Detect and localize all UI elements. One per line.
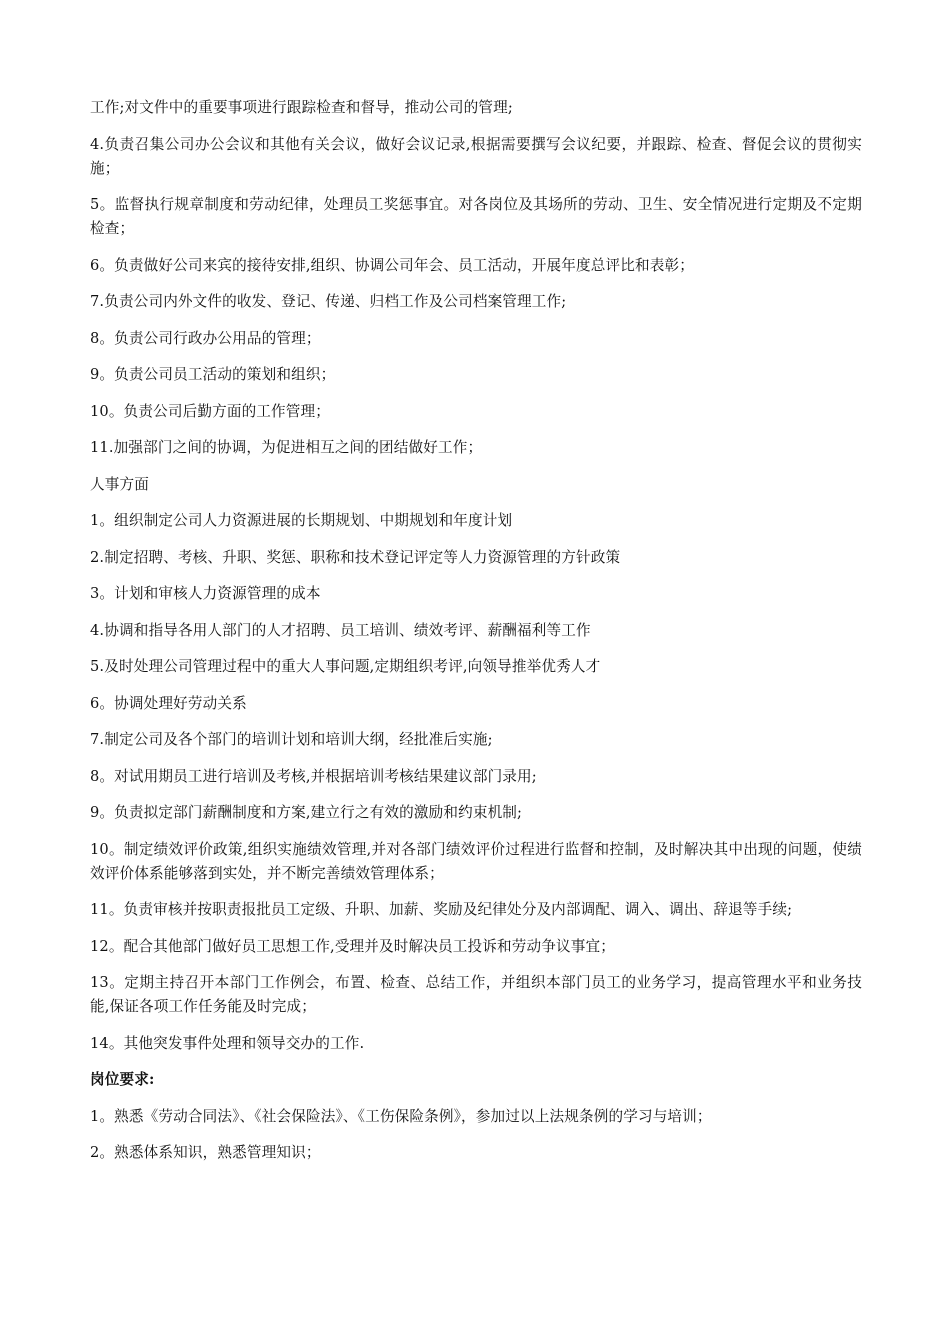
hr-item: 13。定期主持召开本部门工作例会，布置、检查、总结工作，并组织本部门员工的业务学习，提高管理水平和业务技能,保证各项工作任务能及时完成； <box>90 974 862 1015</box>
admin-item: 4.负责召集公司办公会议和其他有关会议，做好会议记录,根据需要撰写会议纪要，并跟踪、检查、督促会议的贯彻实施； <box>90 135 862 177</box>
requirement-item: 2。熟悉体系知识，熟悉管理知识； <box>90 1144 321 1161</box>
admin-item: 9。负责公司员工活动的策划和组织； <box>90 366 336 383</box>
hr-item: 12。配合其他部门做好员工思想工作,受理并及时解决员工投诉和劳动争议事宜； <box>90 937 615 955</box>
requirement-item: 1。熟悉《劳动合同法》、《社会保险法》、《工伤保险条例》，参加过以上法规条例的学习与培训； <box>90 1107 712 1125</box>
hr-item: 5.及时处理公司管理过程中的重大人事问题,定期组织考评,向领导推举优秀人才 <box>90 658 601 675</box>
hr-item: 9。负责拟定部门薪酬制度和方案,建立行之有效的激励和约束机制; <box>90 804 523 821</box>
admin-item: 7.负责公司内外文件的收发、登记、传递、归档工作及公司档案管理工作; <box>90 293 567 310</box>
admin-item: 8。负责公司行政办公用品的管理； <box>90 329 321 347</box>
hr-item: 14。其他突发事件处理和领导交办的工作. <box>90 1034 365 1052</box>
admin-item: 工作;对文件中的重要事项进行跟踪检查和督导，推动公司的管理; <box>90 99 513 116</box>
requirements-title: 岗位要求: <box>90 1071 155 1088</box>
hr-section-title: 人事方面 <box>90 475 149 493</box>
admin-item: 11.加强部门之间的协调，为促进相互之间的团结做好工作； <box>90 439 483 456</box>
hr-item: 1。组织制定公司人力资源进展的长期规划、中期规划和年度计划 <box>90 512 513 529</box>
hr-item: 8。对试用期员工进行培训及考核,并根据培训考核结果建议部门录用; <box>90 767 537 785</box>
hr-item: 6。协调处理好劳动关系 <box>90 694 247 712</box>
hr-item: 3。计划和审核人力资源管理的成本 <box>90 585 321 602</box>
admin-item: 10。负责公司后勤方面的工作管理； <box>90 402 331 420</box>
admin-item: 5。监督执行规章制度和劳动纪律，处理员工奖惩事宜。对各岗位及其场所的劳动、卫生、安全情况进行定期及不定期检查； <box>90 196 862 237</box>
hr-item: 2.制定招聘、考核、升职、奖惩、职称和技术登记评定等人力资源管理的方针政策 <box>90 548 621 566</box>
hr-item: 7.制定公司及各个部门的培训计划和培训大纲，经批准后实施; <box>90 731 493 748</box>
document-page <box>90 96 862 1178</box>
hr-item: 4.协调和指导各用人部门的人才招聘、员工培训、绩效考评、薪酬福利等工作 <box>90 621 591 639</box>
hr-item: 10。制定绩效评价政策,组织实施绩效管理,并对各部门绩效评价过程进行监督和控制，及时解决其中出现的问题，使绩效评价体系能够落到实处，并不断完善绩效管理体系； <box>90 840 862 882</box>
hr-item: 11。负责审核并按职责报批员工定级、升职、加薪、奖励及纪律处分及内部调配、调入、调出、辞退等手续; <box>90 901 793 918</box>
admin-item: 6。负责做好公司来宾的接待安排,组织、协调公司年会、员工活动，开展年度总评比和表彰； <box>90 256 694 274</box>
